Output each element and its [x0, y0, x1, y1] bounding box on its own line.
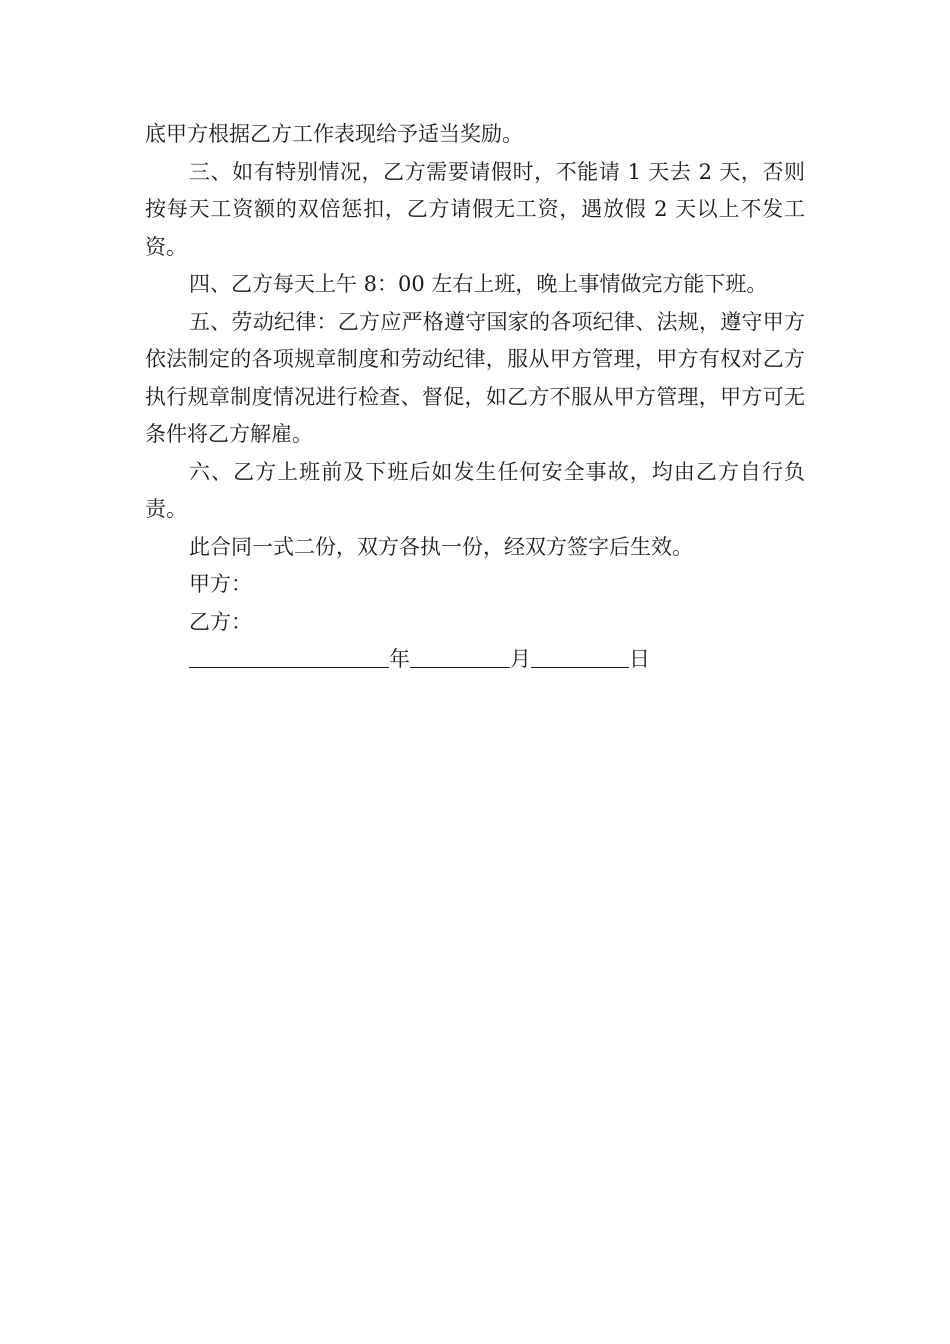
party-b-signature-label: 乙方：: [189, 609, 252, 634]
document-page: [145, 116, 805, 679]
year-blank: [189, 643, 389, 668]
day-blank: [531, 643, 629, 668]
date-line: [145, 641, 805, 679]
paragraph-clause-4-hours: 四、乙方每天上午 8：00 左右上班，晚上事情做完方能下班。: [189, 272, 768, 296]
paragraph-contract-copies: 此合同一式二份，双方各执一份，经双方签字后生效。: [189, 534, 693, 559]
month-label: 月: [510, 647, 531, 671]
paragraph-clause-3-leave: 三、如有特别情况，乙方需要请假时，不能请 1 天去 2 天，否则按每天工资额的双倍惩扣，乙方请假无工资，遇放假 2 天以上不发工资。: [145, 159, 805, 259]
paragraph-reward-continuation: 底甲方根据乙方工作表现给予适当奖励。: [145, 122, 523, 146]
paragraph-clause-5-discipline: 五、劳动纪律：乙方应严格遵守国家的各项纪律、法规，遵守甲方依法制定的各项规章制度和劳动纪律，服从甲方管理，甲方有权对乙方执行规章制度情况进行检查、督促，如乙方不服从甲方管理，甲方可无条件将乙方解雇。: [145, 309, 805, 446]
day-label: 日: [629, 647, 650, 671]
paragraph-clause-6-safety: 六、乙方上班前及下班后如发生任何安全事故，均由乙方自行负责。: [145, 459, 805, 521]
month-blank: [410, 643, 510, 668]
party-a-signature-label: 甲方：: [189, 572, 252, 596]
year-label: 年: [389, 647, 410, 671]
